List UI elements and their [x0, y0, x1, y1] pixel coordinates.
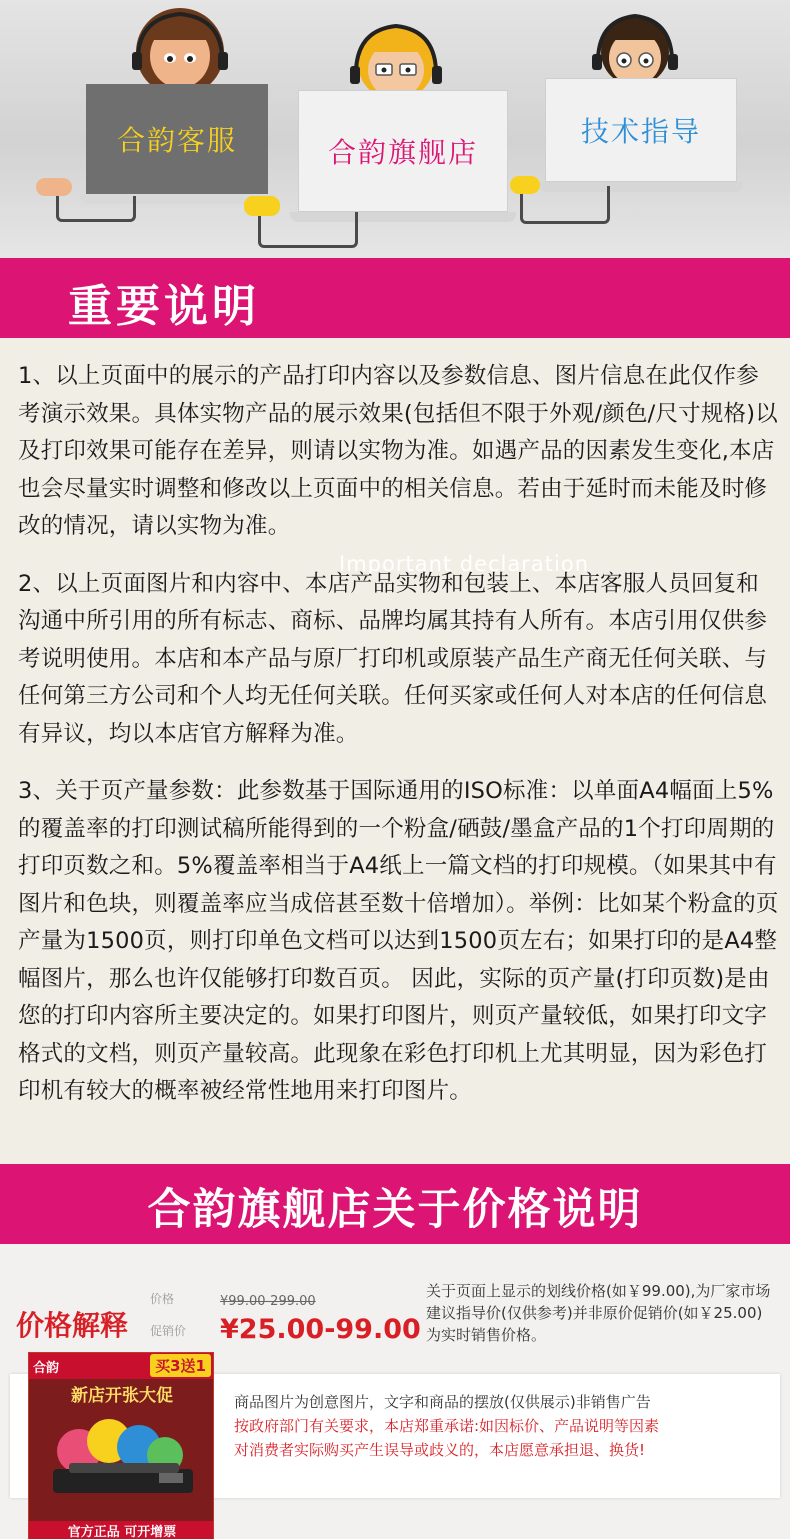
- toner-cartridge-icon: [39, 1411, 205, 1511]
- declaration-paragraph-3: 3、关于页产量参数：此参数基于国际通用的ISO标准：以单面A4幅面上5%的覆盖率的打印测试稿所能得到的一个粉盒/硒鼓/墨盒产品的1个打印周期的打印页数之和。5%覆盖率相当于A4纸上一篇文档的打印规模。（如果其中有图片和色块，则覆盖率应当成倍甚至数十倍增加）。举例：比如某个粉盒的页产量为1500页，则打印单色文档可以达到1500页左右；如果打印的是A4整幅图片，那么也许仅能够打印数百页。 因此，实际的页产量(打印页数)是由您的打印内容所主要决定的。如果打印图片，则页产量较低，如果打印文字格式的文档，则页产量较高。此现象在彩色打印机上尤其明显，因为彩色打印机有较大的概率被经常性地用来打印图片。: [18, 778, 779, 1104]
- promo-price-value: ¥25.00-99.00: [220, 1314, 421, 1345]
- laptop-2-label: 合韵旗舰店: [327, 136, 478, 169]
- agent-avatar-2: [346, 14, 446, 100]
- laptop-3-screen: [545, 78, 737, 182]
- laptop-1-label: 合韵客服: [116, 124, 237, 157]
- important-title: 重要说明: [68, 281, 260, 332]
- agent-avatar-3: [590, 8, 680, 88]
- promo-price-label: 促销价: [150, 1324, 187, 1338]
- orig-price-label: 价格: [150, 1292, 175, 1306]
- declaration-paragraph-2: 2、以上页面图片和内容中、本店产品实物和包装上、本店客服人员回复和沟通中所引用的所有标志、商标、品牌均属其持有人所有。本店引用仅供参考说明使用。本店和本产品与原厂打印机或原装产品生产商无任何关联、与任何第三方公司和个人均无任何关联。任何买家或任何人对本店的任何信息有异议，均以本店官方解释为准。: [18, 570, 768, 747]
- laptop-1: [86, 84, 268, 204]
- agent-avatar-1: [130, 4, 230, 94]
- hero-illustration: [0, 0, 790, 258]
- hand-2: [244, 196, 280, 216]
- promo-badge: 买3送1: [150, 1354, 211, 1377]
- notice-text: [234, 1390, 774, 1462]
- important-subtitle: Important declaration: [339, 552, 590, 576]
- hand-3: [510, 176, 540, 194]
- hand-1: [36, 178, 72, 196]
- price-explanation: [0, 1244, 790, 1539]
- laptop-2: [298, 90, 508, 222]
- declaration-content: [18, 358, 780, 1131]
- price-banner-title: 合韵旗舰店关于价格说明: [147, 1185, 643, 1235]
- orig-price-value: ¥99.00-299.00: [220, 1294, 316, 1309]
- declaration-paragraph-1: 1、以上页面中的展示的产品打印内容以及参数信息、图片信息在此仅作参考演示效果。具体实物产品的展示效果(包括但不限于外观/颜色/尺寸规格)以及打印效果可能存在差异，则请以实物为准。如遇产品的因素发生变化,本店也会尽量实时调整和修改以上页面中的相关信息。若由于延时而未能及时修改的情况，请以实物为准。: [18, 363, 778, 539]
- laptop-2-screen: [298, 90, 508, 212]
- laptop-3: [545, 78, 737, 190]
- promo-image: [28, 1352, 214, 1539]
- laptop-1-screen: [86, 84, 268, 194]
- promo-subtitle: 新店开张大促: [71, 1386, 173, 1406]
- notice-line-3: 对消费者实际购买产生误导或歧义的，本店愿意承担退、换货!: [234, 1441, 646, 1459]
- promo-bottom-text: 官方正品 可开增票: [29, 1521, 214, 1539]
- price-note: 关于页面上显示的划线价格(如￥99.00),为厂家市场建议指导价(仅供参考)并非原价促销价(如￥25.00)为实时销售价格。: [426, 1282, 771, 1344]
- laptop-3-label: 技术指导: [580, 115, 701, 148]
- notice-line-1: 商品图片为创意图片，文字和商品的摆放(仅供展示)非销售广告: [234, 1393, 651, 1411]
- price-banner: [0, 1164, 790, 1244]
- notice-line-2: 按政府部门有关要求，本店郑重承诺:如因标价、产品说明等因素: [234, 1417, 660, 1435]
- price-explanation-title: 价格解释: [16, 1309, 129, 1342]
- promo-logo: 合韵: [33, 1361, 60, 1376]
